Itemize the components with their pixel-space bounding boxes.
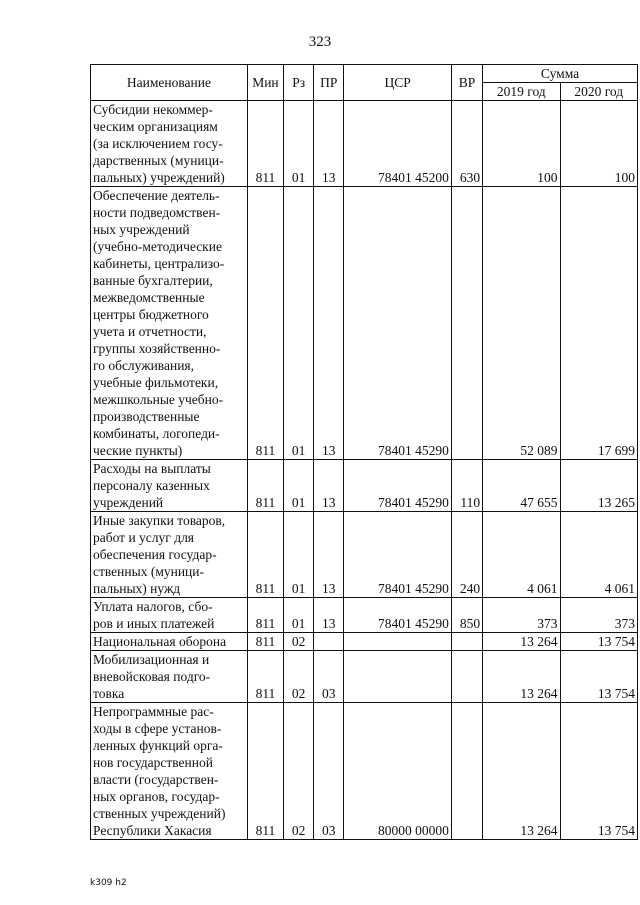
row-name-line: ческим организациям [93, 119, 218, 134]
row-sum-2020: 13 754 [560, 651, 638, 703]
budget-table [90, 64, 638, 840]
row-name-line: Расходы на выплаты [93, 461, 211, 476]
row-csr: 78401 45290 [344, 460, 452, 512]
row-csr [344, 651, 452, 703]
row-pr: 03 [314, 703, 344, 840]
row-name-line: учреждений [93, 495, 164, 510]
row-min: 811 [247, 703, 283, 840]
row-name [91, 512, 248, 598]
row-min: 811 [247, 460, 283, 512]
row-name-line: Уплата налогов, сбо- [93, 599, 213, 614]
row-sum-2020: 100 [560, 101, 638, 187]
row-sum-2020: 17 699 [560, 187, 638, 460]
header-min: Мин [247, 65, 283, 101]
row-csr [344, 633, 452, 651]
row-vr: 850 [451, 598, 482, 633]
row-rz: 02 [284, 703, 314, 840]
row-name-line: обеспечения государ- [93, 547, 217, 562]
row-rz: 01 [284, 101, 314, 187]
row-min: 811 [247, 651, 283, 703]
row-name-line: Непрограммные рас- [93, 704, 214, 719]
row-name [91, 651, 248, 703]
row-name-line: ванные бухгалтерии, [93, 273, 213, 288]
row-name-line: (учебно-методические [93, 239, 222, 254]
row-min: 811 [247, 633, 283, 651]
row-name-line: власти (государствен- [93, 772, 219, 787]
row-name [91, 460, 248, 512]
row-pr: 03 [314, 651, 344, 703]
row-vr: 240 [451, 512, 482, 598]
row-name-line: Национальная оборона [93, 634, 227, 649]
row-name [91, 598, 248, 633]
row-name [91, 633, 248, 651]
row-vr [451, 187, 482, 460]
row-vr: 110 [451, 460, 482, 512]
row-name-line: пальных) учреждений) [93, 170, 225, 185]
row-name-line: межведомственные [93, 290, 205, 305]
row-name-line: комбинаты, логопеди- [93, 426, 220, 441]
row-name-line: кабинеты, централизо- [93, 256, 225, 271]
row-name [91, 703, 248, 840]
row-min: 811 [247, 512, 283, 598]
row-name [91, 101, 248, 187]
row-name-line: ходы в сфере установ- [93, 721, 222, 736]
row-vr [451, 703, 482, 840]
row-name-line: Субсидии некоммер- [93, 102, 213, 117]
row-name-line: группы хозяйственно- [93, 341, 221, 356]
row-sum-2020: 373 [560, 598, 638, 633]
header-year-2019: 2019 год [483, 83, 560, 101]
row-name-line: центры бюджетного [93, 307, 209, 322]
row-csr: 78401 45290 [344, 512, 452, 598]
row-rz: 02 [284, 651, 314, 703]
row-pr: 13 [314, 187, 344, 460]
header-sum: Сумма [483, 65, 638, 83]
row-name-line: (за исключением госу- [93, 136, 223, 151]
row-sum-2019: 13 264 [483, 651, 560, 703]
table-row [91, 598, 638, 633]
row-sum-2019: 4 061 [483, 512, 560, 598]
row-name-line: пальных) нужд [93, 581, 181, 596]
row-sum-2020: 13 754 [560, 703, 638, 840]
row-pr: 13 [314, 512, 344, 598]
row-min: 811 [247, 598, 283, 633]
row-min: 811 [247, 101, 283, 187]
row-sum-2019: 13 264 [483, 703, 560, 840]
row-name-line: учета и отчетности, [93, 324, 207, 339]
header-pr: ПР [314, 65, 344, 101]
row-vr: 630 [451, 101, 482, 187]
table-row [91, 651, 638, 703]
row-pr: 13 [314, 598, 344, 633]
row-min: 811 [247, 187, 283, 460]
row-csr: 80000 00000 [344, 703, 452, 840]
row-name-line: нов государственной [93, 755, 213, 770]
row-name-line: персоналу казенных [93, 478, 210, 493]
row-name [91, 187, 248, 460]
row-name-line: работ и услуг для [93, 530, 195, 545]
row-name-line: учебные фильмотеки, [93, 375, 219, 390]
row-sum-2020: 4 061 [560, 512, 638, 598]
table-row [91, 703, 638, 840]
row-name-line: ных учреждений [93, 222, 190, 237]
row-rz: 02 [284, 633, 314, 651]
row-rz: 01 [284, 598, 314, 633]
row-sum-2019: 52 089 [483, 187, 560, 460]
row-name-line: ленных функций орга- [93, 738, 223, 753]
row-rz: 01 [284, 187, 314, 460]
header-year-2020: 2020 год [560, 83, 638, 101]
row-vr [451, 651, 482, 703]
table-row [91, 460, 638, 512]
row-name-line: вневойсковая подго- [93, 669, 211, 684]
row-name-line: Обеспечение деятель- [93, 188, 220, 203]
row-rz: 01 [284, 512, 314, 598]
row-csr: 78401 45200 [344, 101, 452, 187]
row-name-line: го обслуживания, [93, 358, 195, 373]
row-name-line: Республики Хакасия [93, 823, 212, 838]
row-name-line: ности подведомствен- [93, 205, 221, 220]
row-rz: 01 [284, 460, 314, 512]
table-body [91, 101, 638, 840]
row-name-line: Иные закупки товаров, [93, 513, 226, 528]
row-name-line: межшкольные учебно- [93, 392, 224, 407]
row-pr: 13 [314, 460, 344, 512]
header-csr: ЦСР [344, 65, 452, 101]
row-csr: 78401 45290 [344, 598, 452, 633]
page-number: 323 [308, 34, 332, 50]
row-sum-2020: 13 754 [560, 633, 638, 651]
row-pr [314, 633, 344, 651]
table-row [91, 633, 638, 651]
header-vr: ВР [451, 65, 482, 101]
row-vr [451, 633, 482, 651]
row-name-line: ров и иных платежей [93, 616, 215, 631]
footer-code: k309 h2 [90, 878, 127, 888]
table-row [91, 512, 638, 598]
row-sum-2020: 13 265 [560, 460, 638, 512]
table-row [91, 101, 638, 187]
row-name-line: товка [93, 686, 125, 701]
row-sum-2019: 373 [483, 598, 560, 633]
row-name-line: ственных учреждений) [93, 806, 226, 821]
row-sum-2019: 13 264 [483, 633, 560, 651]
header-rz: Рз [284, 65, 314, 101]
header-name: Наименование [91, 65, 248, 101]
row-name-line: ственных (муници- [93, 564, 205, 579]
row-name-line: ных органов, государ- [93, 789, 220, 804]
row-name-line: ческие пункты) [93, 443, 183, 458]
row-name-line: дарственных (муници- [93, 153, 224, 168]
row-sum-2019: 47 655 [483, 460, 560, 512]
row-name-line: производственные [93, 409, 200, 424]
row-csr: 78401 45290 [344, 187, 452, 460]
row-sum-2019: 100 [483, 101, 560, 187]
row-name-line: Мобилизационная и [93, 652, 210, 667]
row-pr: 13 [314, 101, 344, 187]
table-row [91, 187, 638, 460]
